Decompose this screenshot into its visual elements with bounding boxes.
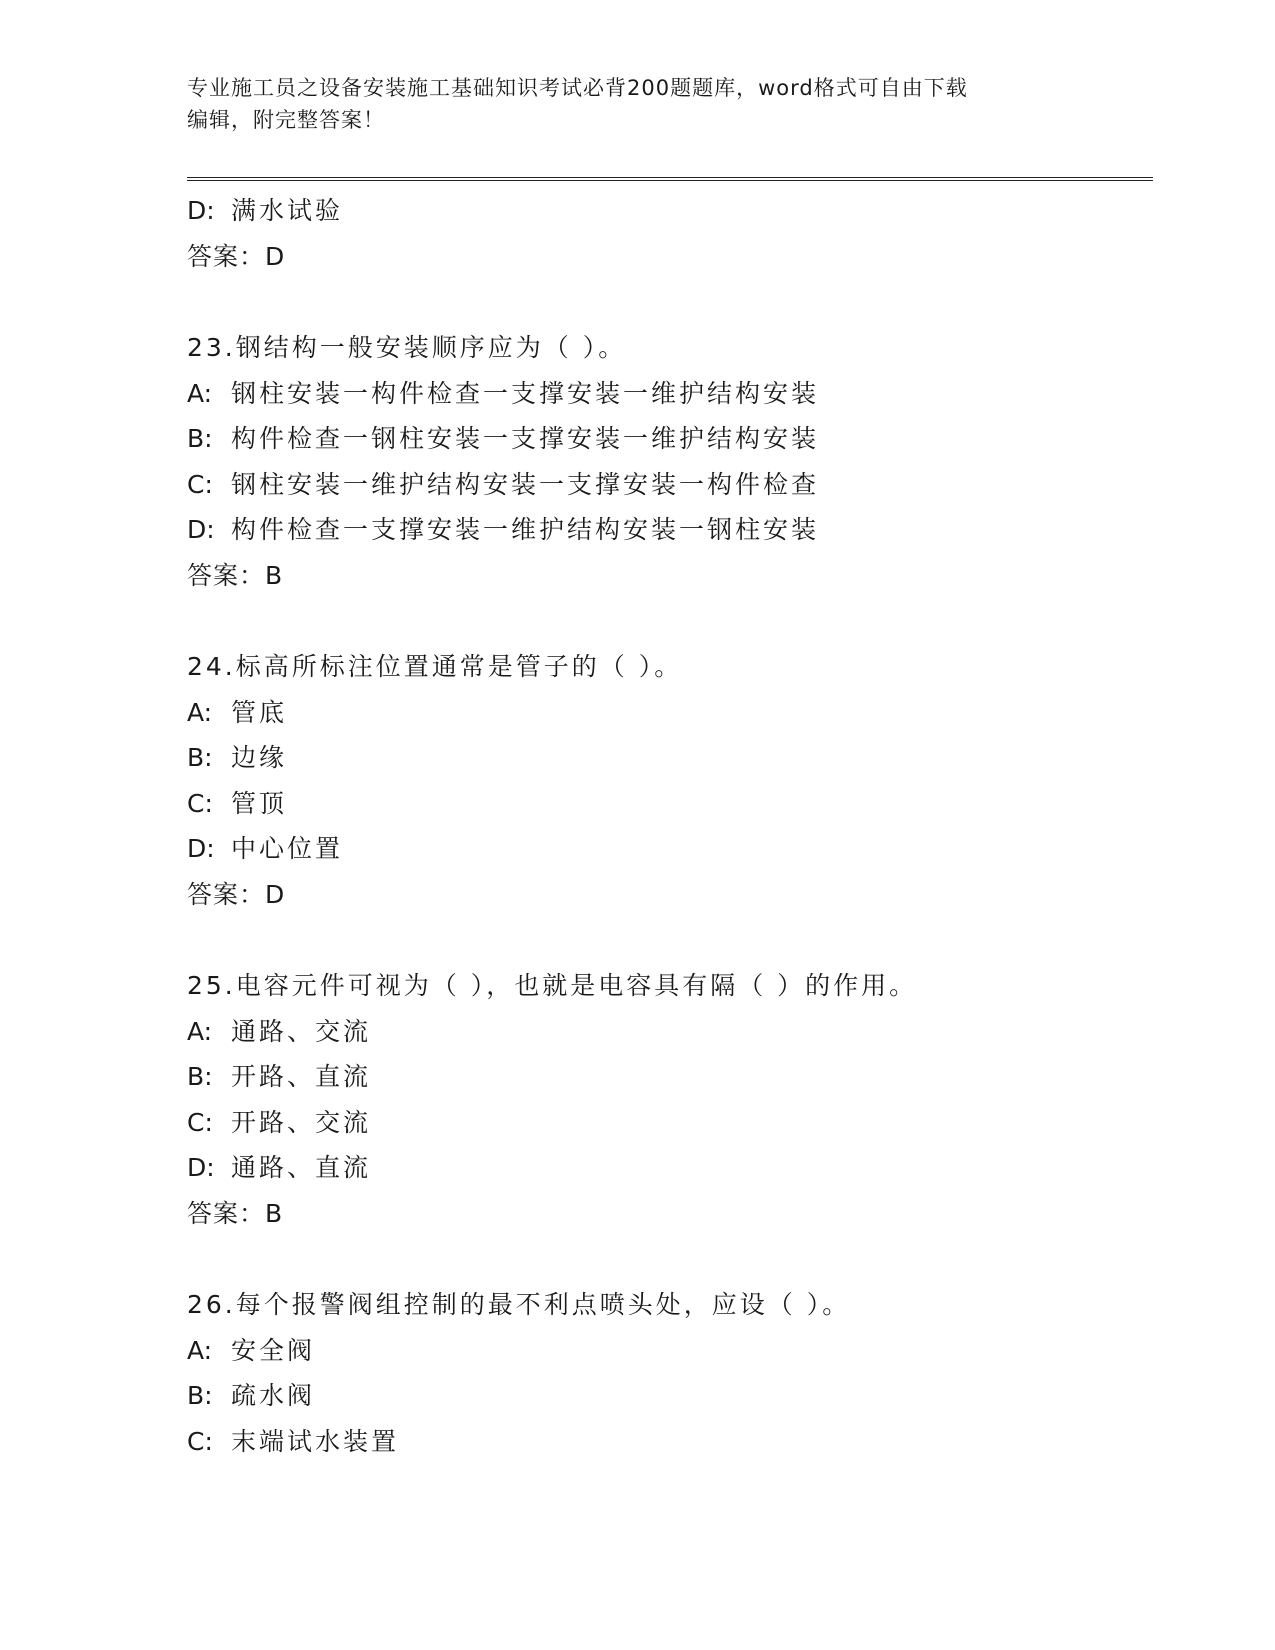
option-row [187, 1054, 1153, 1100]
option-label: B: [187, 743, 213, 772]
option-text: 管底 [231, 697, 288, 727]
answer-line: 答案：D [187, 879, 286, 909]
option-row [187, 507, 1153, 553]
option-row [187, 1419, 1153, 1465]
option-text: 钢柱安装一构件检查一支撑安装一维护结构安装 [231, 378, 820, 408]
option-label: A: [187, 1016, 213, 1046]
question-block [187, 963, 1153, 1236]
option-text: 开路、交流 [231, 1107, 372, 1137]
option-label: D: [187, 515, 215, 544]
option-row [187, 1145, 1153, 1191]
question-stem: 25.电容元件可视为（ ），也就是电容具有隔（ ）的作用。 [187, 971, 918, 1000]
header-title-line-1: 专业施工员之设备安装施工基础知识考试必背200题题库，word格式可自由下载 [187, 76, 968, 100]
option-row [187, 1328, 1153, 1374]
option-text: 末端试水装置 [231, 1426, 400, 1456]
option-text: 疏水阀 [231, 1381, 316, 1410]
option-row [187, 690, 1153, 736]
option-label: A: [187, 378, 213, 408]
option-row [187, 1100, 1153, 1146]
option-label: C: [187, 1426, 213, 1456]
option-label: C: [187, 469, 213, 499]
option-row [187, 781, 1153, 827]
option-row [187, 735, 1153, 781]
option-text: 构件检查一支撑安装一维护结构安装一钢柱安装 [231, 515, 820, 544]
document-header [187, 72, 1067, 136]
option-label: A: [187, 1335, 213, 1365]
option-text: 满水试验 [231, 196, 344, 225]
answer-line: 答案：B [187, 1198, 284, 1228]
header-divider [187, 177, 1153, 181]
option-label: B: [187, 1062, 213, 1091]
option-text: 通路、直流 [231, 1153, 372, 1182]
option-label: D: [187, 1153, 215, 1182]
option-text: 钢柱安装一维护结构安装一支撑安装一构件检查 [231, 469, 820, 499]
document-body [187, 188, 1153, 1464]
option-row [187, 188, 1153, 234]
question-stem: 23.钢结构一般安装顺序应为（ ）。 [187, 333, 627, 362]
option-row [187, 1009, 1153, 1055]
option-text: 构件检查一钢柱安装一支撑安装一维护结构安装 [231, 424, 820, 453]
option-label: B: [187, 424, 213, 453]
option-label: D: [187, 196, 215, 225]
option-text: 开路、直流 [231, 1062, 372, 1091]
option-label: C: [187, 788, 213, 818]
question-stem: 24.标高所标注位置通常是管子的（ ）。 [187, 652, 683, 681]
answer-line: 答案：D [187, 241, 286, 271]
option-row [187, 462, 1153, 508]
option-text: 通路、交流 [231, 1016, 372, 1046]
option-text: 边缘 [231, 743, 288, 772]
question-block [187, 1282, 1153, 1464]
option-row [187, 416, 1153, 462]
option-text: 管顶 [231, 788, 288, 818]
option-row [187, 371, 1153, 417]
option-label: C: [187, 1107, 213, 1137]
question-stem: 26.每个报警阀组控制的最不利点喷头处，应设（ ）。 [187, 1290, 851, 1319]
option-label: B: [187, 1381, 213, 1410]
option-row [187, 826, 1153, 872]
question-block [187, 325, 1153, 598]
header-title-line-2: 编辑，附完整答案！ [187, 108, 385, 132]
option-text: 中心位置 [231, 834, 344, 863]
option-row [187, 1373, 1153, 1419]
option-text: 安全阀 [231, 1335, 316, 1365]
question-block [187, 644, 1153, 917]
answer-line: 答案：B [187, 560, 284, 590]
option-label: A: [187, 697, 213, 727]
option-label: D: [187, 834, 215, 863]
